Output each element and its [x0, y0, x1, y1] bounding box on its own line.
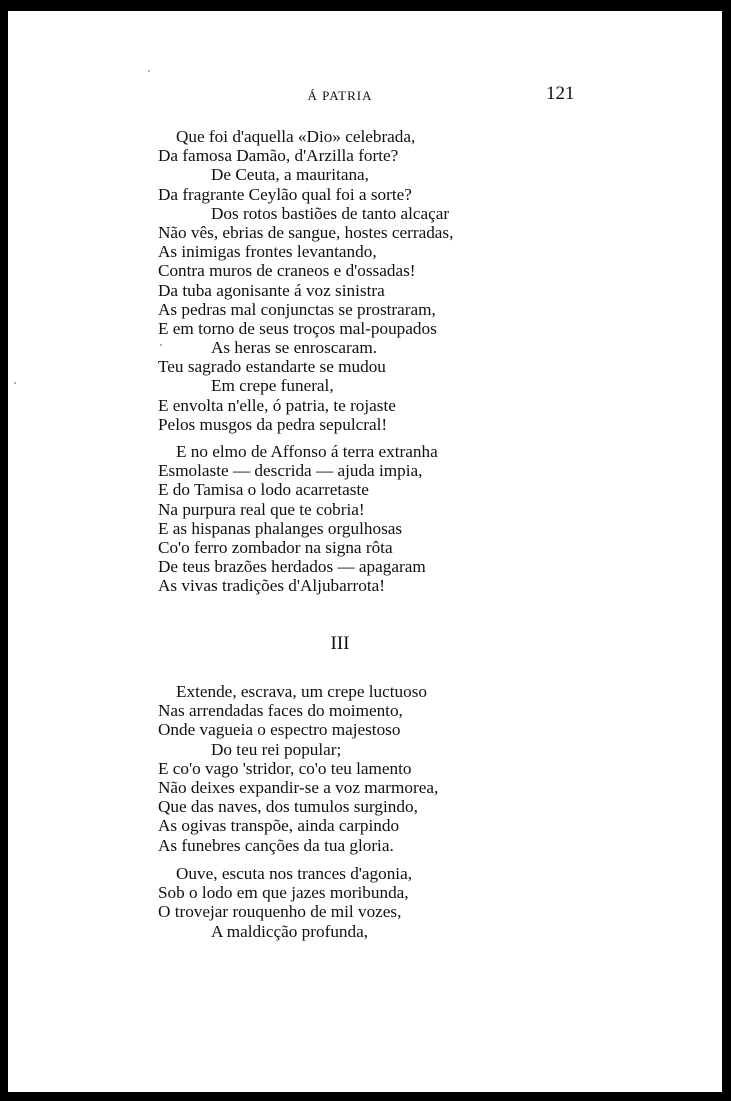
verse-line: Da famosa Damão, d'Arzilla forte?: [158, 146, 399, 166]
verse-line: Que das naves, dos tumulos surgindo,: [158, 797, 418, 817]
verse-line: Da fragrante Ceylão qual foi a sorte?: [158, 184, 412, 204]
verse-line: Não vês, ebrias de sangue, hostes cerradas,: [158, 222, 454, 242]
verse-line: E em torno de seus troços mal-poupados: [158, 318, 437, 338]
verse-line: Pelos musgos da pedra sepulcral!: [158, 414, 388, 434]
verse-line: As pedras mal conjunctas se prostraram,: [158, 299, 436, 319]
verse-line: Da tuba agonisante á voz sinistra: [158, 280, 385, 300]
verse-line: E as hispanas phalanges orgulhosas: [158, 518, 403, 538]
verse-line: As vivas tradições d'Aljubarrota!: [158, 576, 385, 596]
verse-line: E no elmo de Affonso á terra extranha: [176, 442, 438, 461]
verse-line: Co'o ferro zombador na signa rôta: [158, 537, 393, 557]
stanza-2: [158, 442, 538, 596]
verse-line: Em crepe funeral,: [211, 376, 334, 396]
verse-line: Esmolaste — descrida — ajuda impia,: [158, 461, 423, 481]
verse-line: As inimigas frontes levantando,: [158, 242, 377, 262]
verse-line: Dos rotos bastiões de tanto alcaçar: [211, 203, 450, 223]
stanza-4: [158, 864, 538, 941]
verse-line: E envolta n'elle, ó patria, te rojaste: [158, 395, 396, 415]
verse-line: As ogivas transpõe, ainda carpindo: [158, 816, 400, 836]
verse-line: As heras se enroscaram.: [211, 338, 378, 358]
verse-line: Teu sagrado estandarte se mudou: [158, 357, 386, 377]
verse-line: E co'o vago 'stridor, co'o teu lamento: [158, 758, 412, 778]
verse-line: A maldicção profunda,: [211, 921, 369, 941]
verse-line: Nas arrendadas faces do moimento,: [158, 701, 403, 721]
verse-line: De teus brazões herdados — apagaram: [158, 557, 426, 577]
running-title: Á PATRIA: [307, 88, 373, 103]
scan-speck: [14, 382, 16, 384]
section-heading: III: [330, 633, 350, 654]
verse-line: O trovejar rouquenho de mil vozes,: [158, 902, 402, 922]
verse-line: Contra muros de craneos e d'ossadas!: [158, 261, 416, 281]
verse-line: Sob o lodo em que jazes moribunda,: [158, 883, 409, 903]
stanza-3: [158, 682, 538, 855]
verse-line: Onde vagueia o espectro majestoso: [158, 720, 401, 740]
scan-speck: [148, 70, 150, 72]
verse-line: Não deixes expandir-se a voz marmorea,: [158, 777, 439, 797]
verse-line: Do teu rei popular;: [211, 739, 342, 759]
verse-line: De Ceuta, a mauritana,: [211, 165, 369, 185]
scan-speck: [160, 344, 162, 346]
verse-line: Na purpura real que te cobria!: [158, 499, 365, 519]
stanza-1: [158, 127, 538, 434]
verse-line: Extende, escrava, um crepe luctuoso: [176, 682, 428, 701]
page-number: 121: [546, 83, 575, 104]
verse-line: As funebres canções da tua gloria.: [158, 835, 394, 855]
verse-line: Ouve, escuta nos trances d'agonia,: [176, 864, 413, 883]
verse-line: E do Tamisa o lodo acarretaste: [158, 480, 369, 500]
verse-line: Que foi d'aquella «Dio» celebrada,: [176, 127, 416, 146]
